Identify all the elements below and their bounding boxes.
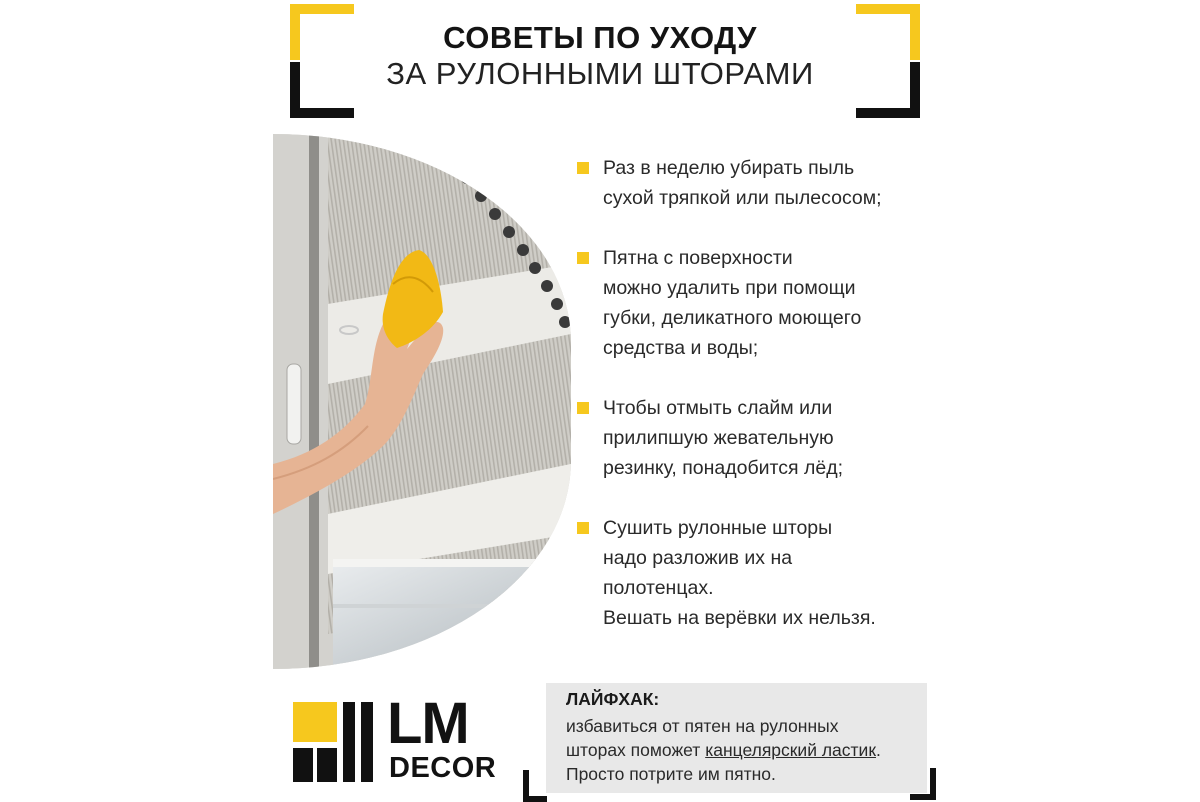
tip-text: Сушить рулонные шторы надо разложив их на полотенцах. Вешать на верёвки их нельзя. (603, 517, 876, 629)
lm-decor-logo (293, 691, 513, 790)
yellow-square-bullet-icon (577, 402, 589, 414)
logo-decor-text: DECOR (389, 752, 497, 784)
hand-cleaning-blind-icon (273, 134, 571, 669)
lifehack-line-1: избавиться от пятен на рулонных (566, 716, 839, 736)
yellow-square-bullet-icon (577, 522, 589, 534)
lifehack-line-2-end: . (875, 740, 881, 760)
logo-yellow-block-icon (293, 702, 337, 742)
lifehack-line-2: шторах поможет (566, 740, 706, 760)
tip-item (577, 153, 937, 213)
yellow-square-bullet-icon (577, 252, 589, 264)
logo-black-bar-icon (361, 702, 373, 782)
title-line-2: ЗА РУЛОННЫМИ ШТОРАМИ (386, 56, 814, 91)
bracket-top-right (856, 4, 920, 60)
logo-lm-text: LM (387, 691, 469, 756)
photo-hand-cleaning-blind (273, 134, 571, 669)
lifehack-highlight: канцелярский ластик (705, 740, 876, 760)
tip-text: Чтобы отмыть слайм или прилипшую жевательную резинку, понадобится лёд; (603, 397, 844, 479)
lifehack-heading: ЛАЙФХАК: (566, 689, 660, 709)
yellow-square-bullet-icon (577, 162, 589, 174)
care-tips-list (577, 153, 937, 633)
lifehack-line-3: Просто потрите им пятно. (566, 764, 776, 784)
logo-black-bar-icon (343, 702, 355, 782)
lifehack-frame-corner-left (523, 770, 547, 802)
tip-item (577, 393, 937, 483)
tip-item (577, 243, 937, 363)
lifehack-frame-corner-right (910, 768, 936, 800)
lifehack-text (566, 714, 931, 786)
logo-black-square-icon (293, 748, 313, 782)
tip-item (577, 513, 937, 633)
bracket-bottom-right (856, 62, 920, 118)
lifehack-panel (546, 683, 927, 793)
title-line-1: СОВЕТЫ ПО УХОДУ (443, 20, 757, 55)
logo-black-square-icon (317, 748, 337, 782)
tip-text: Пятна с поверхности можно удалить при помощи губки, деликатного моющего средства и воды; (603, 247, 862, 359)
tip-text: Раз в неделю убирать пыль сухой тряпкой или пылесосом; (603, 157, 882, 209)
